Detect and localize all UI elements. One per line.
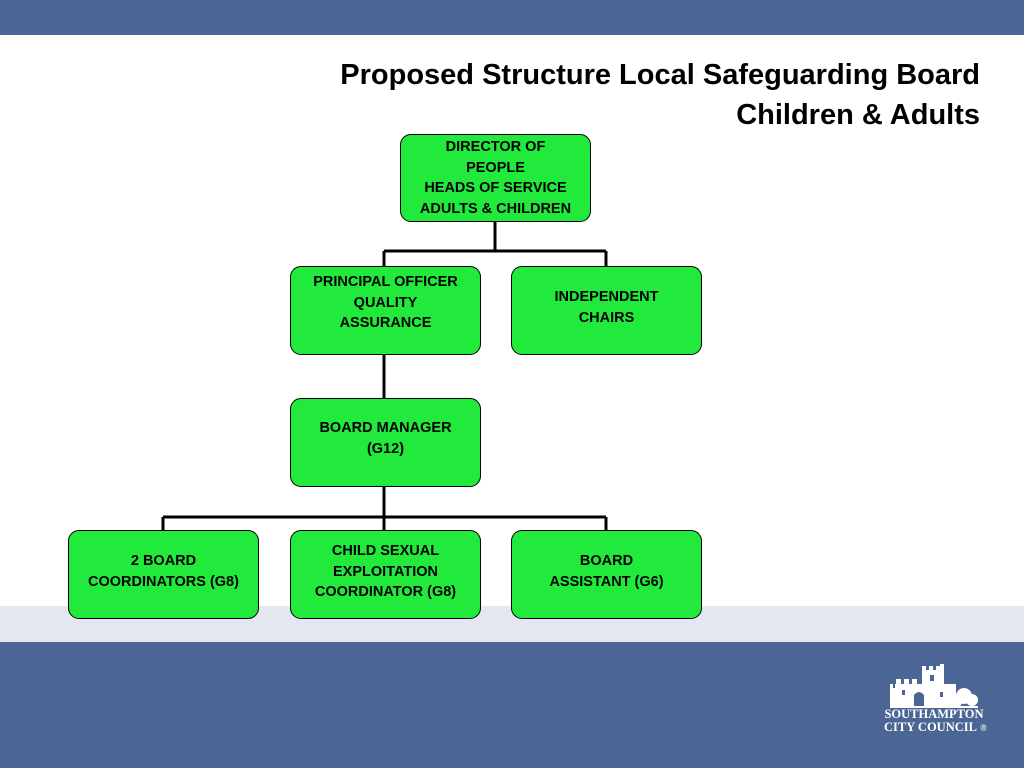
node-board-assistant: BOARD ASSISTANT (G6) [511, 530, 702, 619]
logo-text-line-1: SOUTHAMPTON [884, 707, 984, 721]
node-director-of-people: DIRECTOR OF PEOPLE HEADS OF SERVICE ADULTS & CHILDREN [400, 134, 591, 222]
node-board-manager: BOARD MANAGER (G12) [290, 398, 481, 487]
node-cse-coordinator: CHILD SEXUAL EXPLOITATION COORDINATOR (G8) [290, 530, 481, 619]
node-board-coordinators: 2 BOARD COORDINATORS (G8) [68, 530, 259, 619]
registered-mark: ® [980, 723, 987, 733]
council-logo-text [884, 707, 987, 735]
node-principal-officer: PRINCIPAL OFFICER QUALITY ASSURANCE [290, 266, 481, 355]
node-independent-chairs: INDEPENDENT CHAIRS [511, 266, 702, 355]
logo-text-line-2: CITY COUNCIL [884, 720, 977, 734]
title-line-2: Children & Adults [736, 99, 980, 131]
title-line-1: Proposed Structure Local Safeguarding Board [340, 59, 980, 91]
